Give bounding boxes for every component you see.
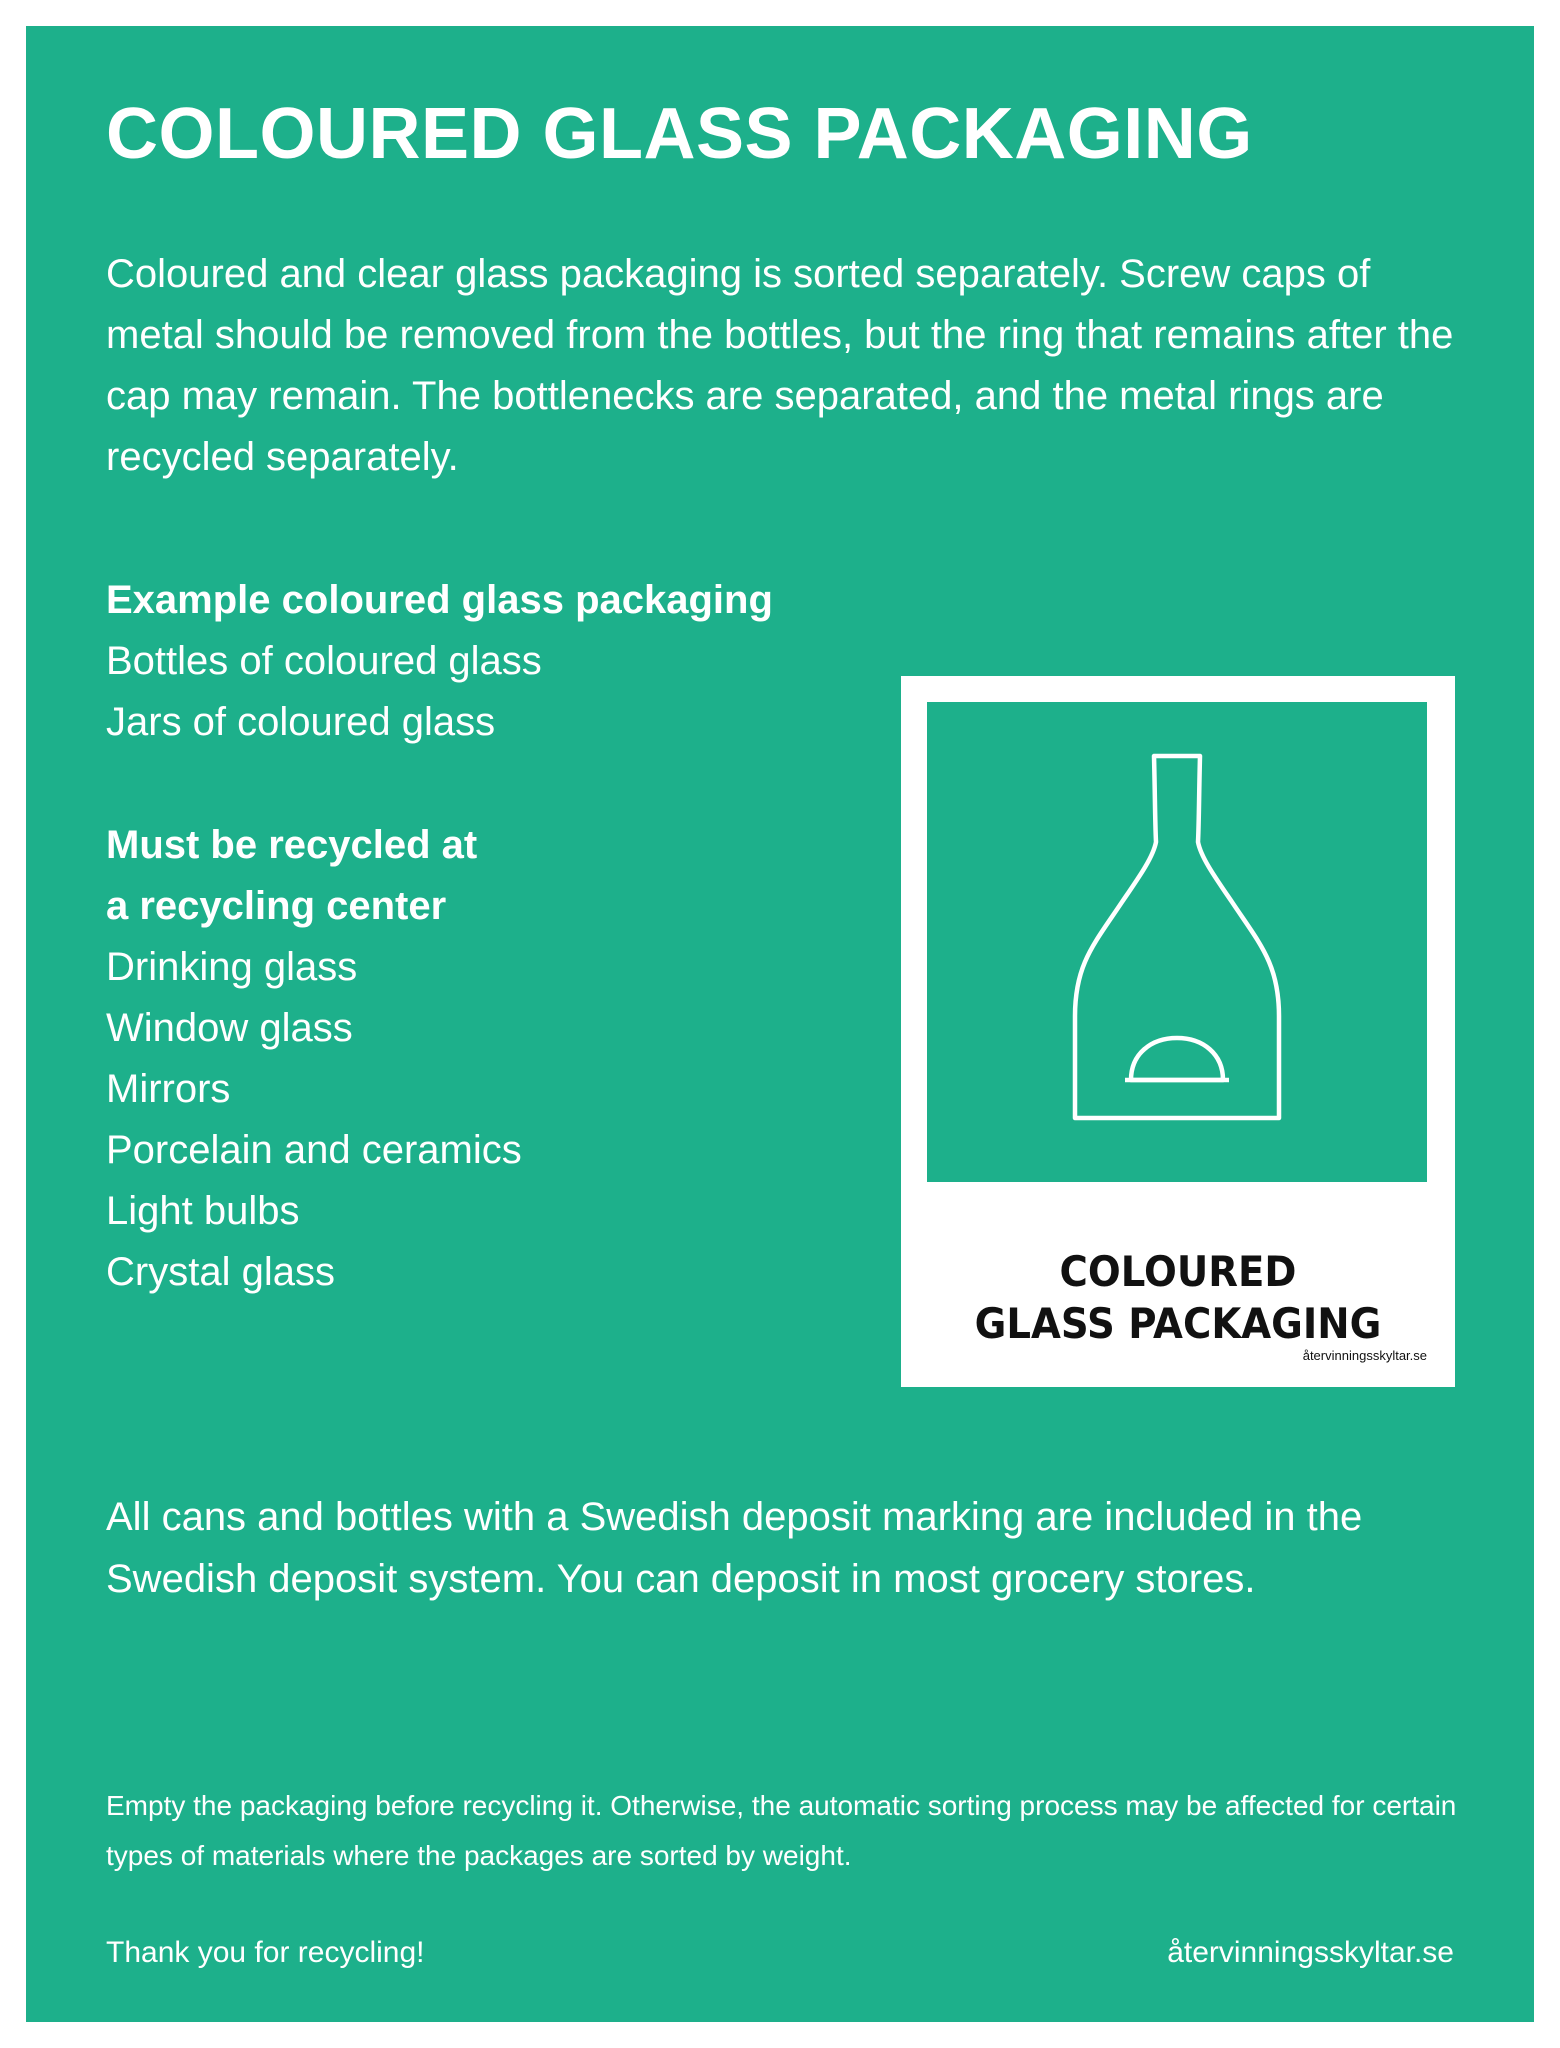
recycling-center-heading-line2: a recycling center <box>106 884 447 928</box>
symbol-url: återvinningsskyltar.se <box>1302 1348 1427 1363</box>
list-item: Window glass <box>106 1006 353 1050</box>
symbol-label-line2: GLASS PACKAGING <box>974 1299 1382 1348</box>
symbol-background <box>927 702 1427 1182</box>
website-text: återvinningsskyltar.se <box>1167 1936 1454 1969</box>
list-item: Porcelain and ceramics <box>106 1128 522 1172</box>
list-item: Crystal glass <box>106 1250 335 1294</box>
list-item: Jars of coloured glass <box>106 700 496 744</box>
deposit-text: All cans and bottles with a Swedish deposit marking are included in the Swedish deposit system. You can deposit in most grocery stores. <box>106 1495 1363 1601</box>
symbol-label <box>923 1246 1433 1350</box>
list-item: Mirrors <box>106 1067 231 1111</box>
empty-notice: Empty the packaging before recycling it. Otherwise, the automatic sorting process may be affected for certain types of materials where the packages are sorted by weight. <box>106 1790 1457 1871</box>
examples-section <box>106 570 773 753</box>
symbol-label-line1: COLOURED <box>1059 1247 1297 1296</box>
examples-heading: Example coloured glass packaging <box>106 578 773 622</box>
list-item: Light bulbs <box>106 1189 300 1233</box>
sign-panel <box>26 26 1534 2022</box>
recycling-center-section <box>106 815 522 1303</box>
recycling-symbol-card <box>901 676 1455 1387</box>
list-item: Bottles of coloured glass <box>106 639 542 683</box>
intro-text: Coloured and clear glass packaging is sorted separately. Screw caps of metal should be removed from the bottles, but the ring that remains after the cap may remain. The bottlenecks are separated, and the metal rings are recycled separately. <box>106 252 1454 479</box>
recycling-center-heading-line1: Must be recycled at <box>106 823 478 867</box>
bottle-icon <box>927 702 1427 1182</box>
page-title: COLOURED GLASS PACKAGING <box>106 94 1253 174</box>
thanks-text: Thank you for recycling! <box>106 1936 425 1969</box>
list-item: Drinking glass <box>106 945 358 989</box>
